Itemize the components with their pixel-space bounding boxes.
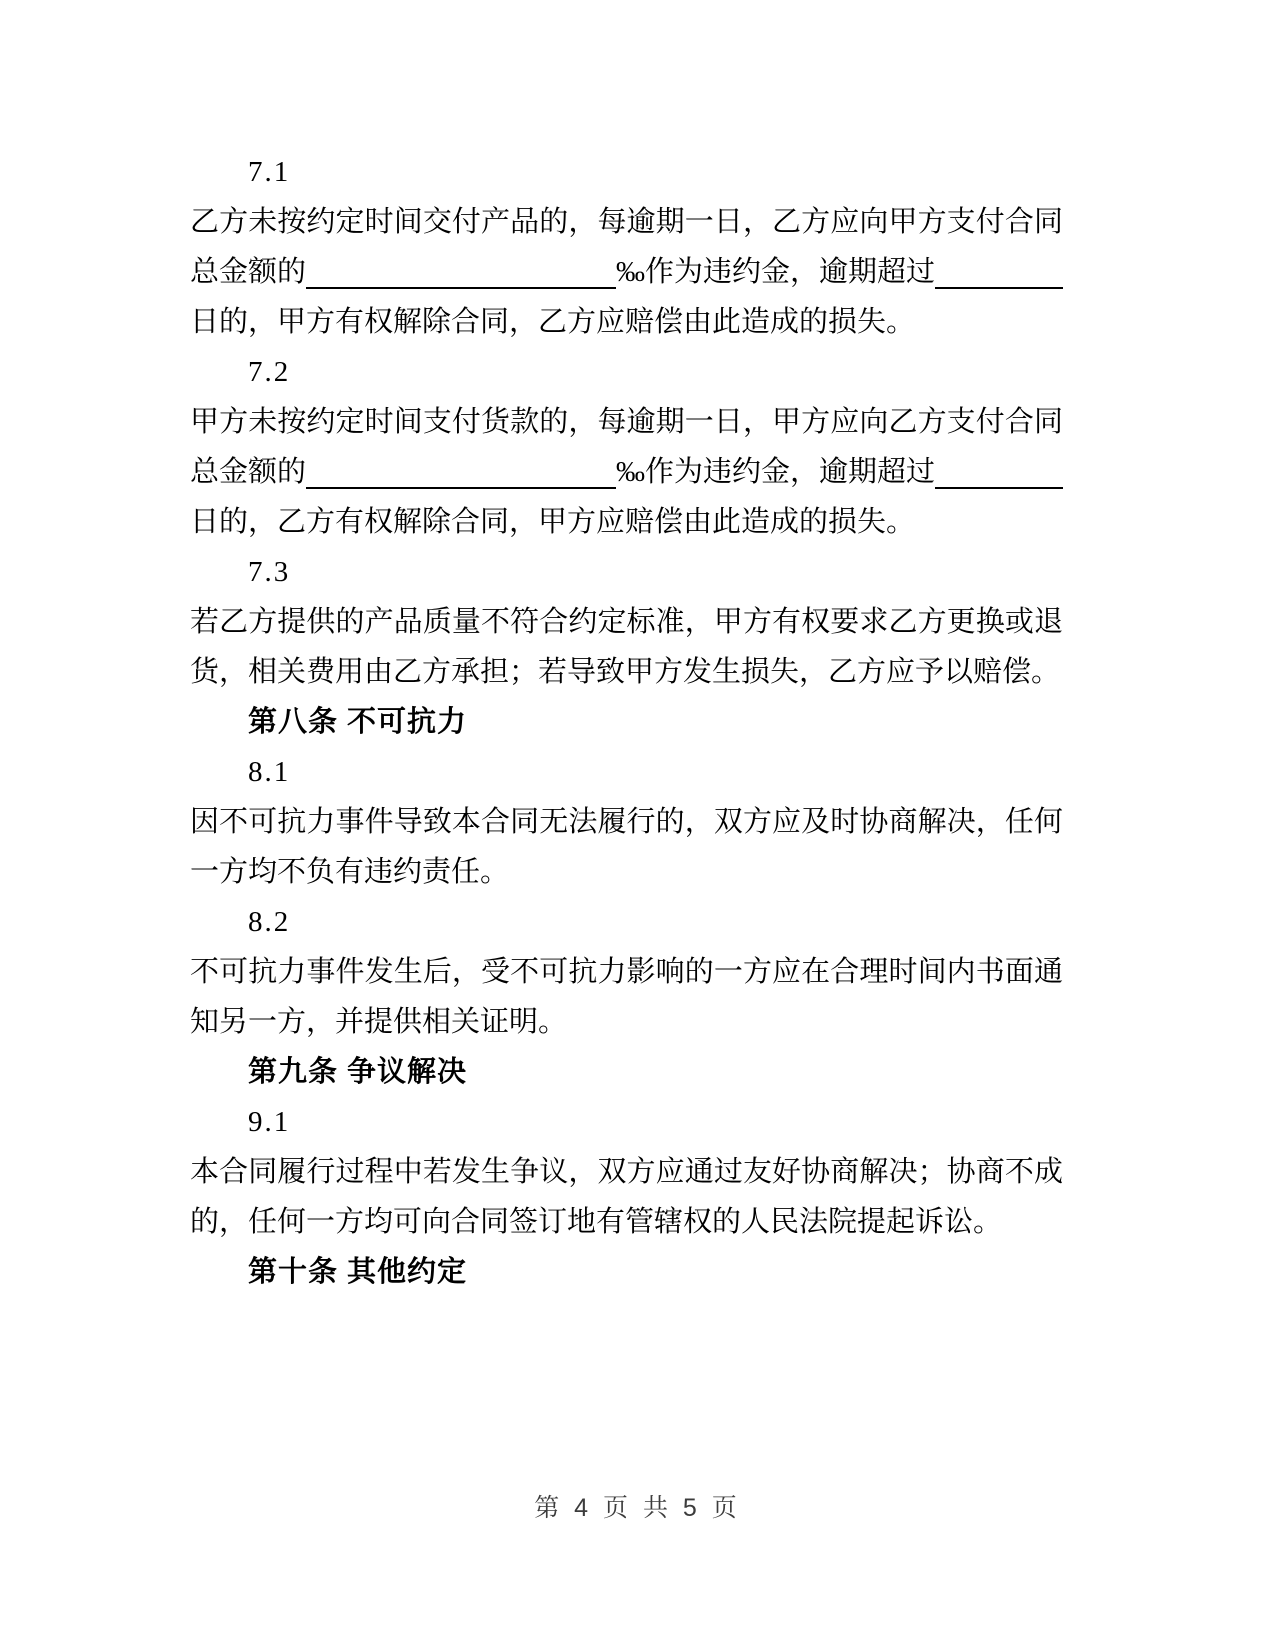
- clause-number: 8.2: [248, 906, 291, 938]
- fill-in-text: 总金额的: [190, 456, 307, 488]
- paragraph-end-line: 一方均不负有违约责任。: [190, 856, 510, 888]
- blank-underline: [935, 247, 1063, 289]
- article-heading: 第八条 不可抗力: [248, 706, 468, 738]
- blank-underline: [306, 247, 616, 289]
- page-footer: [0, 1488, 1275, 1524]
- paragraph-end-line: 日的，甲方有权解除合同，乙方应赔偿由此造成的损失。: [190, 306, 916, 338]
- fill-in-text: ‰作为违约金，逾期超过: [616, 456, 936, 488]
- paragraph-end-line: 知另一方，并提供相关证明。: [190, 1006, 568, 1038]
- clause-number: 7.2: [248, 356, 291, 388]
- paragraph-end-line: 货，相关费用由乙方承担；若导致甲方发生损失，乙方应予以赔偿。: [190, 656, 1061, 688]
- clause-number: 9.1: [248, 1106, 291, 1138]
- contract-body: [190, 147, 1063, 1297]
- paragraph-end-line: 日的，乙方有权解除合同，甲方应赔偿由此造成的损失。: [190, 506, 916, 538]
- article-heading: 第十条 其他约定: [248, 1256, 468, 1288]
- paragraph-line: 甲方未按约定时间支付货款的，每逾期一日，甲方应向乙方支付合同: [190, 406, 1063, 438]
- clause-number: 7.3: [248, 556, 291, 588]
- paragraph-line: 因不可抗力事件导致本合同无法履行的，双方应及时协商解决，任何: [190, 806, 1063, 838]
- paragraph-line: 若乙方提供的产品质量不符合约定标准，甲方有权要求乙方更换或退: [190, 606, 1063, 638]
- article-heading: 第九条 争议解决: [248, 1056, 468, 1088]
- fill-in-text: ‰作为违约金，逾期超过: [616, 256, 936, 288]
- paragraph-line: 乙方未按约定时间交付产品的，每逾期一日，乙方应向甲方支付合同: [190, 206, 1063, 238]
- blank-underline: [306, 447, 616, 489]
- clause-number: 7.1: [248, 156, 291, 188]
- clause-number: 8.1: [248, 756, 291, 788]
- fill-in-line: [190, 447, 1063, 497]
- fill-in-line: [190, 247, 1063, 297]
- blank-underline: [935, 447, 1063, 489]
- paragraph-end-line: 的，任何一方均可向合同签订地有管辖权的人民法院提起诉讼。: [190, 1206, 1003, 1238]
- page-number-text: 第 4 页 共 5 页: [534, 1494, 741, 1522]
- paragraph-line: 本合同履行过程中若发生争议，双方应通过友好协商解决；协商不成: [190, 1156, 1063, 1188]
- fill-in-text: 总金额的: [190, 256, 307, 288]
- paragraph-line: 不可抗力事件发生后，受不可抗力影响的一方应在合理时间内书面通: [190, 956, 1063, 988]
